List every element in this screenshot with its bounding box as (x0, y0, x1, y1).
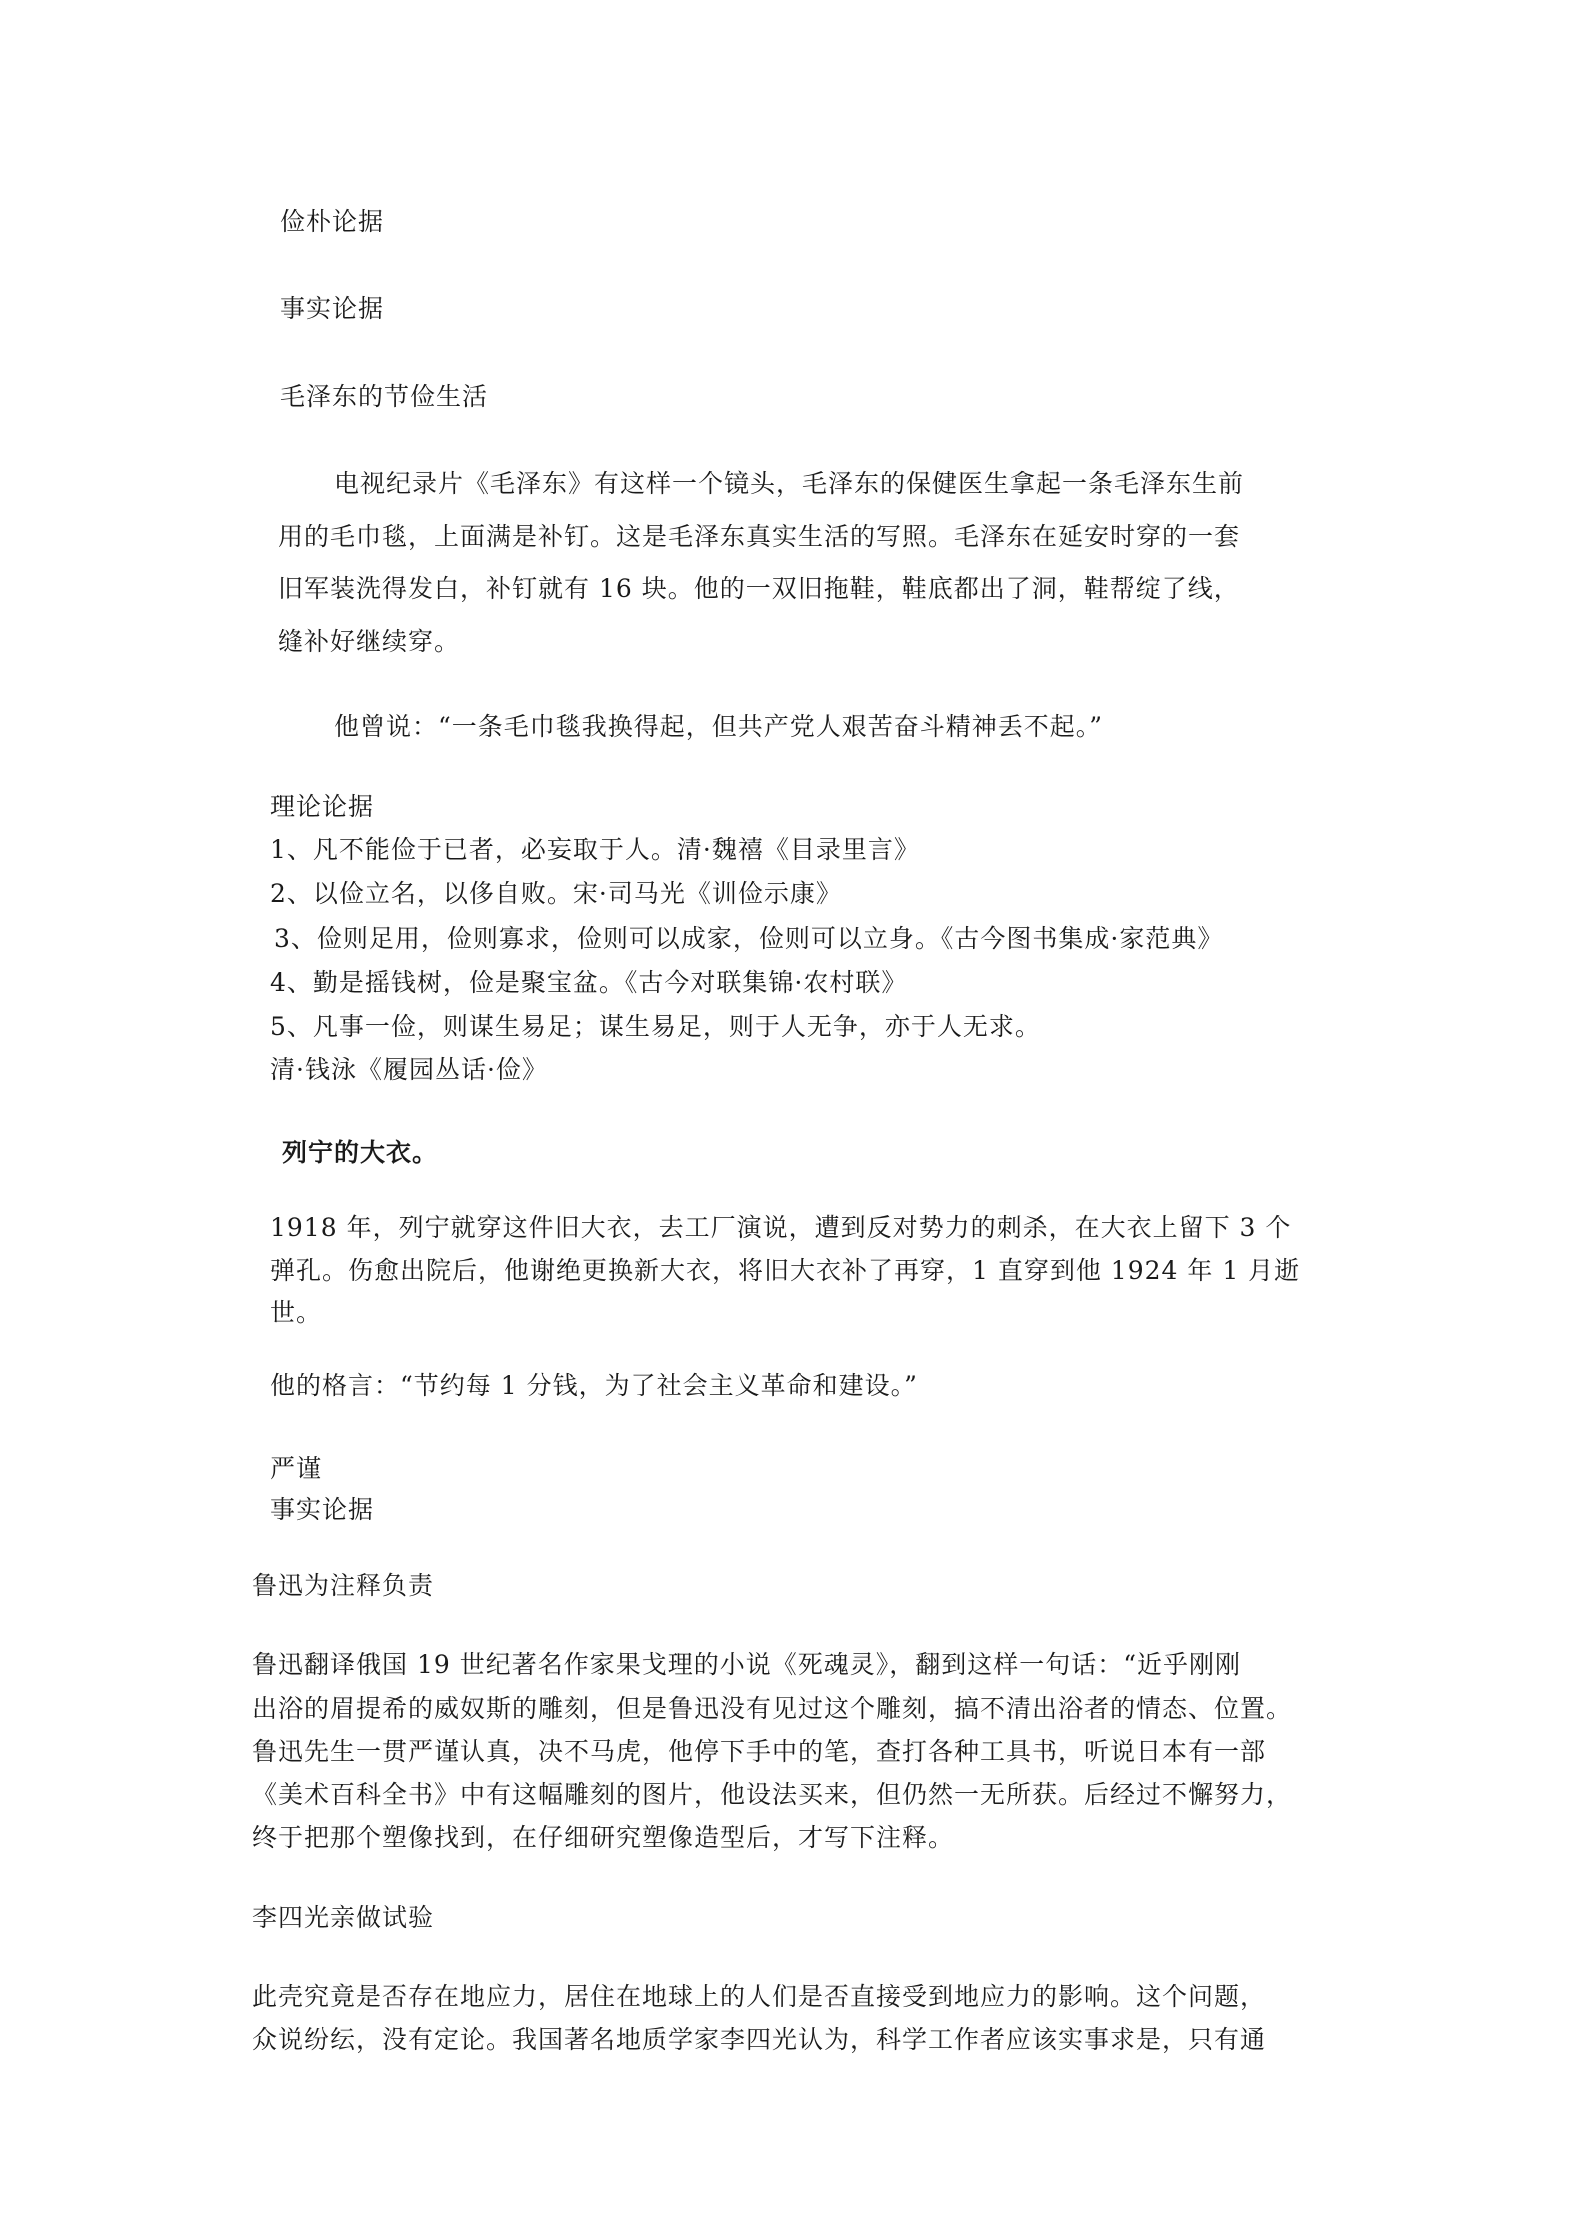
theory-item: 1、凡不能俭于已者，必妄取于人。清·魏禧《目录里言》 (270, 835, 920, 864)
lenin-paragraph-line: 世。 (270, 1298, 323, 1327)
mao-paragraph-line: 用的毛巾毯，上面满是补钉。这是毛泽东真实生活的写照。毛泽东在延安时穿的一套 (278, 522, 1241, 551)
heading-lenin: 列宁的大衣。 (282, 1138, 439, 1167)
heading-frugality: 俭朴论据 (280, 207, 385, 236)
mao-paragraph-line: 缝补好继续穿。 (278, 627, 461, 656)
luxun-paragraph-line: 出浴的眉提希的威奴斯的雕刻，但是鲁迅没有见过这个雕刻，搞不清出浴者的情态、位置。 (252, 1694, 1293, 1723)
theory-item: 2、以俭立名，以侈自败。宋·司马光《训俭示康》 (270, 879, 842, 908)
luxun-paragraph-line: 鲁迅先生一贯严谨认真，决不马虎，他停下手中的笔，查打各种工具书，听说日本有一部 (252, 1737, 1267, 1766)
lenin-paragraph-line: 1918 年，列宁就穿这件旧大衣，去工厂演说，遭到反对势力的刺杀，在大衣上留下 3 个 (270, 1213, 1292, 1242)
lenin-paragraph-line: 弹孔。伤愈出院后，他谢绝更换新大衣，将旧大衣补了再穿，1 直穿到他 1924 年 1 月逝 (270, 1256, 1301, 1285)
lenin-motto: 他的格言：“节约每 1 分钱，为了社会主义革命和建设。” (270, 1371, 918, 1400)
heading-lisiguang: 李四光亲做试验 (252, 1903, 435, 1932)
theory-item: 3、俭则足用，俭则寡求，俭则可以成家，俭则可以立身。《古今图书集成·家范典》 (274, 924, 1224, 953)
luxun-paragraph-line: 鲁迅翻译俄国 19 世纪著名作家果戈理的小说《死魂灵》，翻到这样一句话：“近乎刚刚 (252, 1650, 1241, 1679)
heading-fact-evidence: 事实论据 (280, 294, 385, 323)
heading-fact-evidence: 事实论据 (270, 1495, 375, 1524)
heading-theory-evidence: 理论论据 (270, 792, 375, 821)
mao-quote: 他曾说：“一条毛巾毯我换得起，但共产党人艰苦奋斗精神丢不起。” (334, 712, 1104, 741)
luxun-paragraph-line: 《美术百科全书》中有这幅雕刻的图片，他设法买来，但仍然一无所获。后经过不懈努力， (252, 1780, 1293, 1809)
luxun-paragraph-line: 终于把那个塑像找到，在仔细研究塑像造型后，才写下注释。 (252, 1823, 955, 1852)
heading-rigor: 严谨 (270, 1454, 323, 1483)
mao-paragraph-line: 旧军装洗得发白，补钉就有 16 块。他的一双旧拖鞋，鞋底都出了洞，鞋帮绽了线， (278, 574, 1240, 603)
mao-paragraph-line: 电视纪录片《毛泽东》有这样一个镜头，毛泽东的保健医生拿起一条毛泽东生前 (334, 469, 1245, 498)
heading-mao: 毛泽东的节俭生活 (280, 382, 489, 411)
theory-item: 4、勤是摇钱树，俭是聚宝盆。《古今对联集锦·农村联》 (270, 968, 908, 997)
heading-luxun: 鲁迅为注释负责 (252, 1571, 435, 1600)
theory-item-source: 清·钱泳《履园丛话·俭》 (270, 1055, 548, 1084)
lisiguang-paragraph-line: 众说纷纭，没有定论。我国著名地质学家李四光认为，科学工作者应该实事求是，只有通 (252, 2025, 1267, 2054)
theory-item: 5、凡事一俭，则谋生易足；谋生易足，则于人无争，亦于人无求。 (270, 1012, 1041, 1041)
lisiguang-paragraph-line: 此壳究竟是否存在地应力，居住在地球上的人们是否直接受到地应力的影响。这个问题， (252, 1982, 1267, 2011)
